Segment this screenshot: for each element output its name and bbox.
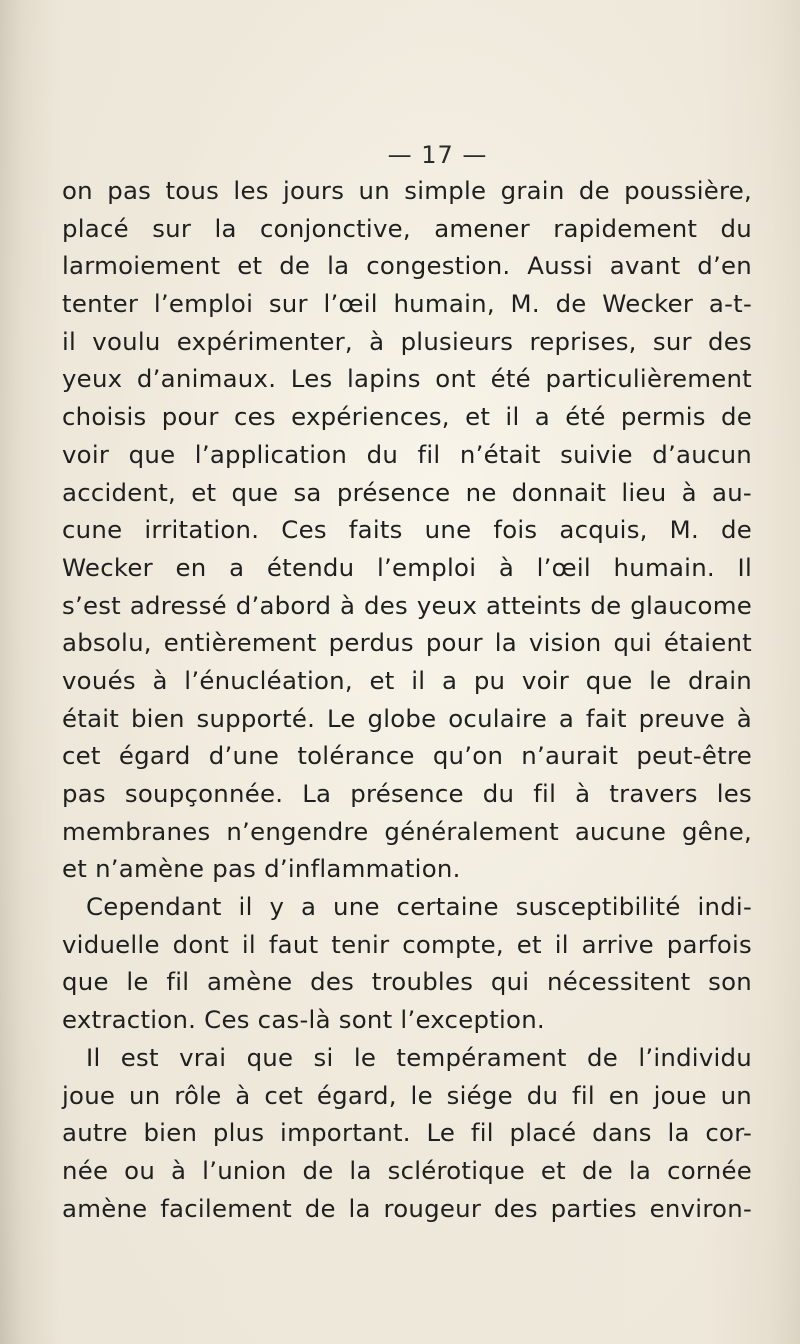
text-line: cune irritation. Ces faits une fois acquis, M. de	[62, 515, 752, 545]
text-line: voir que l’application du fil n’était suivie d’aucun	[62, 439, 752, 469]
text-line: joue un rôle à cet égard, le siége du fil en joue un	[62, 1080, 752, 1110]
text-line: autre bien plus important. Le fil placé dans la cor-	[62, 1118, 752, 1148]
body-text	[62, 172, 752, 1227]
text-line: Wecker en a étendu l’emploi à l’œil humain. Il	[62, 552, 752, 582]
text-line: larmoiement et de la congestion. Aussi avant d’en	[62, 251, 752, 281]
text-line: absolu, entièrement perdus pour la vision qui étaient	[62, 628, 752, 658]
text-line: il voulu expérimenter, à plusieurs reprises, sur des	[62, 326, 752, 356]
text-line: viduelle dont il faut tenir compte, et il arrive parfois	[62, 929, 752, 959]
text-line-paragraph-start: Il est vrai que si le tempérament de l’individu	[86, 1042, 752, 1072]
text-line: née ou à l’union de la sclérotique et de la cornée	[62, 1155, 752, 1185]
text-line: pas soupçonnée. La présence du fil à travers les	[62, 779, 752, 808]
text-line-paragraph-end: et n’amène pas d’inflammation.	[62, 854, 461, 884]
text-line: accident, et que sa présence ne donnait lieu à au-	[62, 477, 752, 507]
text-line: voués à l’énucléation, et il a pu voir que le drain	[62, 665, 752, 695]
text-line: tenter l’emploi sur l’œil humain, M. de Wecker a-t-	[62, 289, 752, 319]
text-line: cet égard d’une tolérance qu’on n’aurait peut-être	[62, 741, 752, 771]
page-number: — 17 —	[387, 141, 488, 169]
text-line: placé sur la conjonctive, amener rapidement du	[62, 213, 752, 243]
text-line: yeux d’animaux. Les lapins ont été particulièrement	[62, 364, 752, 394]
text-line: on pas tous les jours un simple grain de poussière,	[62, 176, 752, 205]
text-line: choisis pour ces expériences, et il a été permis de	[62, 402, 752, 432]
text-line: s’est adressé d’abord à des yeux atteints de glaucome	[62, 590, 752, 620]
text-line-paragraph-end: extraction. Ces cas-là sont l’exception.	[62, 1005, 545, 1035]
text-line-paragraph-start: Cependant il y a une certaine susceptibilité indi-	[86, 892, 752, 922]
text-line: que le fil amène des troubles qui nécessitent son	[62, 967, 752, 997]
text-line: membranes n’engendre généralement aucune gêne,	[62, 816, 752, 846]
text-line: était bien supporté. Le globe oculaire a fait preuve à	[62, 703, 752, 733]
text-line: amène facilement de la rougeur des parties environ-	[62, 1193, 752, 1223]
